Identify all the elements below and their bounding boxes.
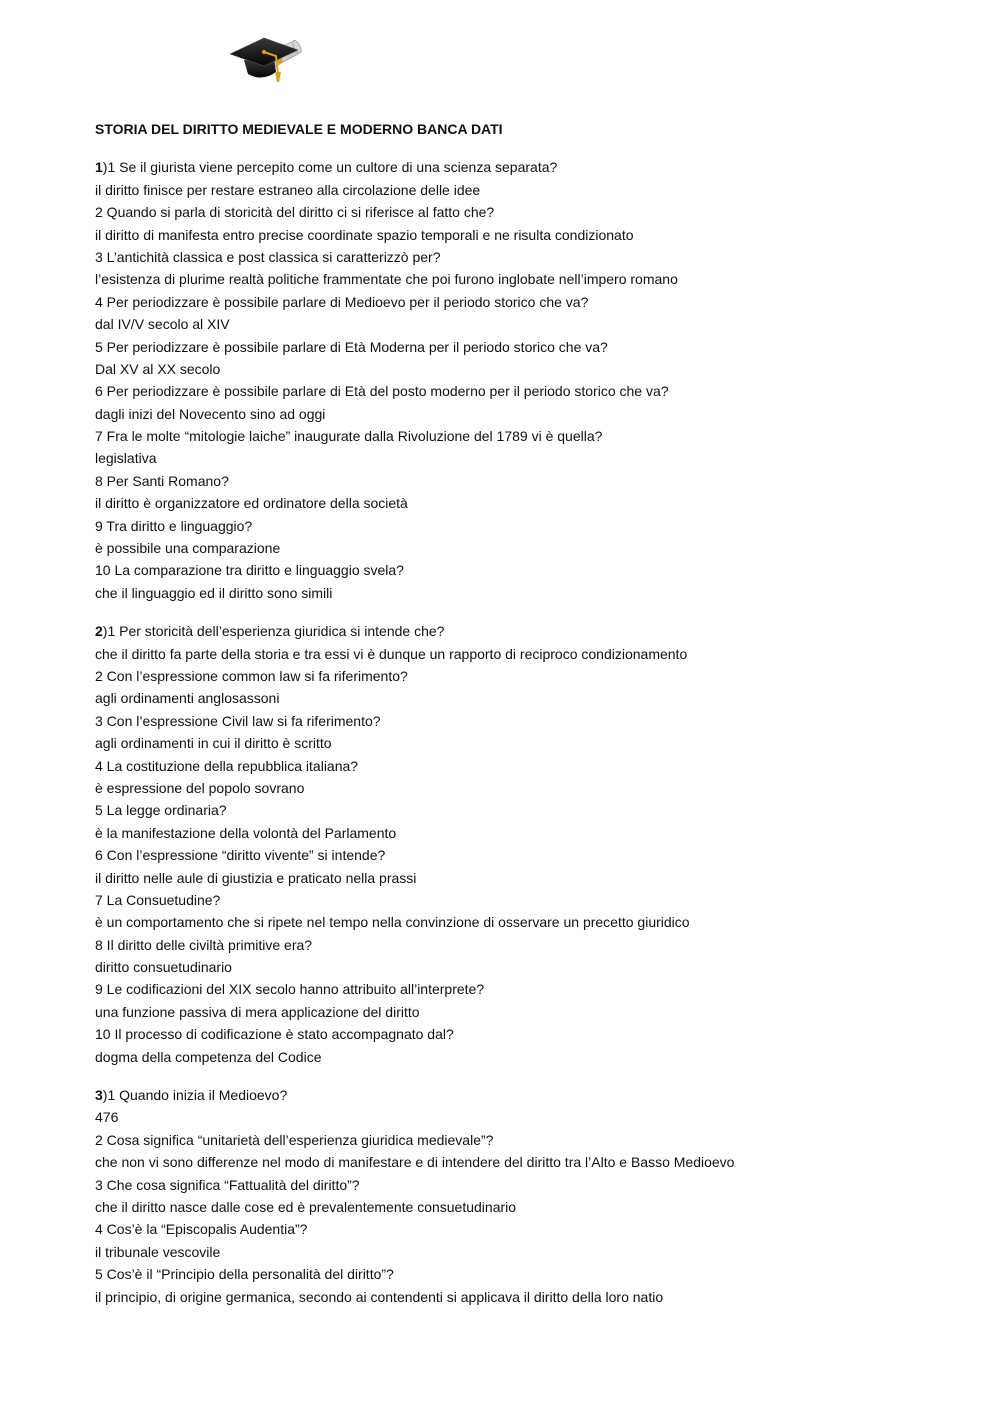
answer-line: agli ordinamenti in cui il diritto è scritto [95, 735, 332, 752]
question-line: 3 Che cosa significa “Fattualità del diritto”? [95, 1176, 360, 1193]
question-section-2 [95, 620, 955, 1068]
answer-line: il diritto nelle aule di giustizia e praticato nella prassi [95, 869, 417, 886]
answer-line: il diritto è organizzatore ed ordinatore della società [95, 495, 408, 512]
graduation-cap-diploma-icon [228, 30, 304, 84]
question-line: 2 Con l’espressione common law si fa riferimento? [95, 667, 408, 684]
answer-line: l’esistenza di plurime realtà politiche frammentate che poi furono inglobate nell’impero romano [95, 271, 678, 288]
question-line: 2)1 Per storicità dell’esperienza giuridica si intende che? [95, 623, 445, 640]
question-line: 2 Cosa significa “unitarietà dell’esperienza giuridica medievale”? [95, 1131, 494, 1148]
document-body [95, 118, 955, 1324]
question-line: 7 La Consuetudine? [95, 891, 221, 908]
answer-line: Dal XV al XX secolo [95, 360, 221, 377]
question-line: 3)1 Quando inizia il Medioevo? [95, 1087, 288, 1104]
answer-line: che il diritto nasce dalle cose ed è prevalentemente consuetudinario [95, 1198, 517, 1215]
question-line: 8 Per Santi Romano? [95, 472, 229, 489]
answer-line: agli ordinamenti anglosassoni [95, 690, 280, 707]
answer-line: è un comportamento che si ripete nel tempo nella convinzione di osservare un precetto giuridico [95, 914, 690, 931]
question-line: 9 Le codificazioni del XIX secolo hanno attribuito all’interprete? [95, 981, 485, 998]
answer-line: dagli inizi del Novecento sino ad oggi [95, 405, 326, 422]
question-line: 5 Cos’è il “Principio della personalità del diritto”? [95, 1266, 394, 1283]
question-line: 8 Il diritto delle civiltà primitive era? [95, 936, 313, 953]
question-line: 3 Con l’espressione Civil law si fa riferimento? [95, 712, 381, 729]
answer-line: diritto consuetudinario [95, 959, 232, 976]
answer-line: il diritto finisce per restare estraneo alla circolazione delle idee [95, 181, 481, 198]
answer-line: è espressione del popolo sovrano [95, 779, 305, 796]
question-section-3 [95, 1084, 955, 1308]
question-line: 10 Il processo di codificazione è stato accompagnato dal? [95, 1026, 454, 1043]
question-line: 5 Per periodizzare è possibile parlare di Età Moderna per il periodo storico che va? [95, 338, 608, 355]
question-line: 7 Fra le molte “mitologie laiche” inaugurate dalla Rivoluzione del 1789 vi è quella? [95, 428, 603, 445]
answer-line: che il linguaggio ed il diritto sono simili [95, 584, 333, 601]
question-line: 4 La costituzione della repubblica italiana? [95, 757, 359, 774]
question-line: 1)1 Se il giurista viene percepito come un cultore di una scienza separata? [95, 159, 558, 176]
answer-line: il tribunale vescovile [95, 1243, 221, 1260]
question-line: 6 Con l’espressione “diritto vivente” si intende? [95, 847, 386, 864]
answer-line: dal IV/V secolo al XIV [95, 316, 230, 333]
question-line: 4 Cos’è la “Episcopalis Audentia”? [95, 1221, 308, 1238]
question-line: 9 Tra diritto e linguaggio? [95, 517, 253, 534]
question-line: 2 Quando si parla di storicità del diritto ci si riferisce al fatto che? [95, 204, 495, 221]
answer-line: che non vi sono differenze nel modo di manifestare e di intendere del diritto tra l’Alto e Basso Medioevo [95, 1154, 735, 1171]
question-line: 10 La comparazione tra diritto e linguaggio svela? [95, 562, 404, 579]
section-number: 2 [95, 623, 103, 640]
question-line: 6 Per periodizzare è possibile parlare di Età del posto moderno per il periodo storico che va? [95, 383, 669, 400]
section-number: 3 [95, 1087, 103, 1104]
question-line: 5 La legge ordinaria? [95, 802, 227, 819]
answer-line: il principio, di origine germanica, secondo ai contendenti si applicava il diritto della loro natio [95, 1288, 664, 1305]
answer-line: che il diritto fa parte della storia e tra essi vi è dunque un rapporto di reciproco condizionamento [95, 645, 688, 662]
answer-line: 476 [95, 1109, 119, 1126]
answer-line: il diritto di manifesta entro precise coordinate spazio temporali e ne risulta condizionato [95, 226, 634, 243]
section-number: 1 [95, 159, 103, 176]
question-line: 4 Per periodizzare è possibile parlare di Medioevo per il periodo storico che va? [95, 293, 589, 310]
question-section-1 [95, 156, 955, 604]
document-title: STORIA DEL DIRITTO MEDIEVALE E MODERNO BANCA DATI [95, 121, 503, 137]
answer-line: dogma della competenza del Codice [95, 1048, 322, 1065]
answer-line: è possibile una comparazione [95, 540, 281, 557]
question-line: 3 L’antichità classica e post classica si caratterizzò per? [95, 248, 441, 265]
answer-line: è la manifestazione della volontà del Parlamento [95, 824, 397, 841]
answer-line: legislativa [95, 450, 157, 467]
answer-line: una funzione passiva di mera applicazione del diritto [95, 1003, 420, 1020]
